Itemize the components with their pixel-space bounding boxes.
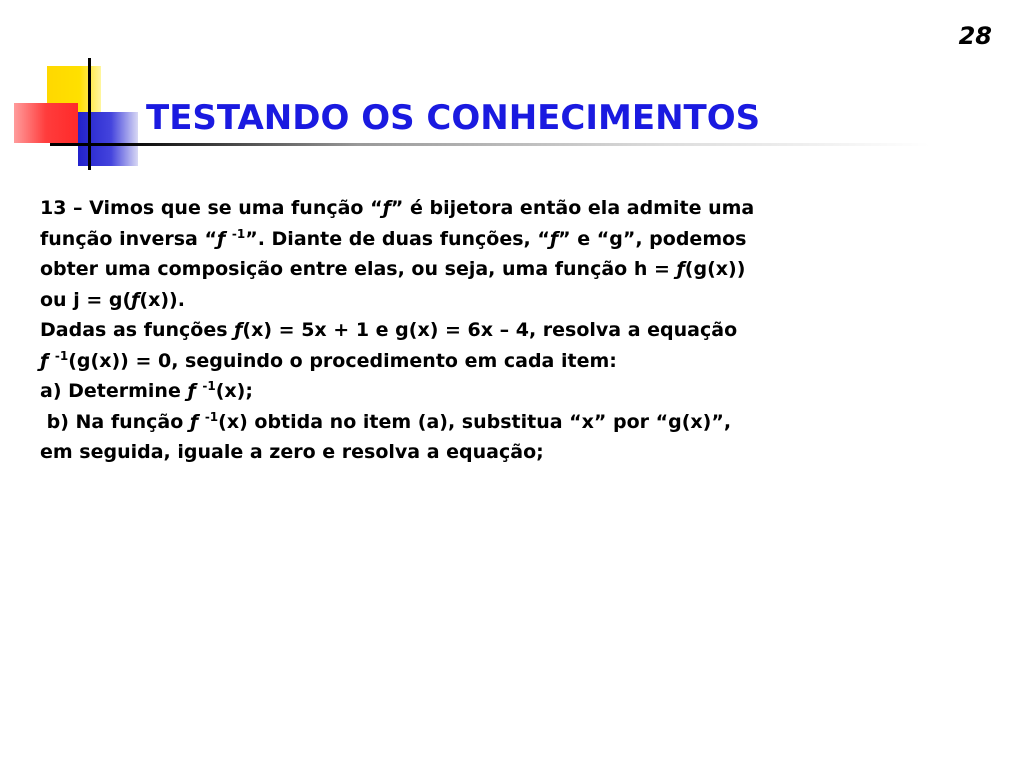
title-underline [50,143,930,146]
text-line: obter uma composição entre elas, ou seja, uma função h = ƒ(g(x)) [40,258,746,280]
slide-logo-decoration [0,0,160,180]
text-line: ƒ $^{-1}$(g(x)) = 0, seguindo o procedimento em cada item: [40,348,617,372]
text-line: a) Determine ƒ $^{-1}$(x); [40,379,253,402]
text-line: Dadas as funções ƒ(x) = 5x + 1 e g(x) = 6x – 4, resolva a equação [40,319,738,341]
text-line: 13 – Vimos que se uma função “ƒ” é bijetora então ela admite uma [40,197,755,219]
page-number: 28 [958,22,992,50]
red-square [14,103,78,143]
text-line: b) Na função ƒ $^{-1}$(x) obtida no item (a), substitua “x” por “g(x)”, [40,409,732,433]
text-line: função inversa “ƒ $^{-1}$”. Diante de duas funções, “ƒ” e “g”, podemos [40,226,747,250]
slide-body [40,193,920,468]
blue-square [78,112,138,166]
text-line: em seguida, iguale a zero e resolva a equação; [40,441,544,463]
slide-title: TESTANDO OS CONHECIMENTOS [146,98,761,138]
vertical-rule [88,58,91,170]
text-line: ou j = g(ƒ(x)). [40,288,185,311]
